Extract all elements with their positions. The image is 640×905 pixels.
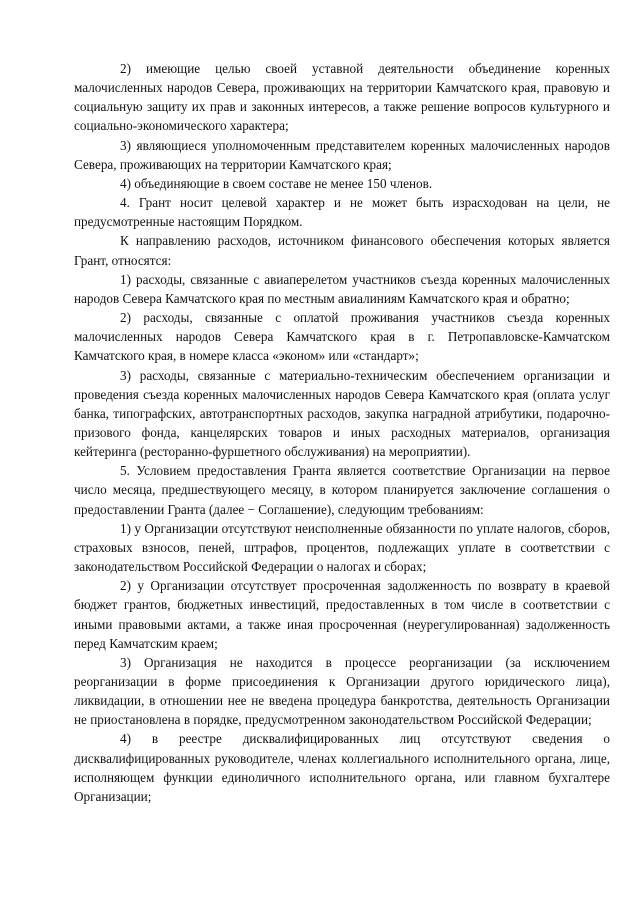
paragraph-expense-2-accommodation: 2) расходы, связанные с оплатой проживания участников съезда коренных малочисленных народов Севера Камчатского края в г. Петропавловске-Камчатском Камчатского края, в номере класса «эконом» или «стандарт»; <box>74 310 610 364</box>
paragraph-item-2-purpose: 2) имеющие целью своей уставной деятельности объединение коренных малочисленных народов Севера, проживающих на территории Камчатского края, правовую и социальную защиту их прав и законных интересов, а также решение вопросов культурного и социально-экономического характера; <box>74 61 610 134</box>
paragraph-expense-1-flights: 1) расходы, связанные с авиаперелетом участников съезда коренных малочисленных народов Севера Камчатского края по местным авиалиниям Камчатского края и обратно; <box>74 271 610 306</box>
paragraph-requirement-3-reorganization: 3) Организация не находится в процессе реорганизации (за исключением реорганизации в форме присоединения к Организации другого юридического лица), ликвидации, в отношении нее не введена процедура банкротства, деятельность Организации не приостановлена в порядке, предусмотренном законодательством Российской Федерации; <box>74 654 610 728</box>
paragraph-item-3-representative: 3) являющиеся уполномоченным представителем коренных малочисленных народов Севера, проживающих на территории Камчатского края; <box>74 137 610 172</box>
paragraph-section-5: 5. Условием предоставления Гранта является соответствие Организации на первое число месяца, предшествующего месяцу, в котором планируется заключение соглашения о предоставлении Гранта (далее − Соглашение), следующим требованиям: <box>74 463 610 517</box>
paragraph-expense-3-logistics: 3) расходы, связанные с материально-техническим обеспечением организации и проведения съезда коренных малочисленных народов Севера Камчатского края (оплата услуг банка, типографских, автотранспортных расходов, закупка наградной атрибутики, подарочно-призового фонда, канцелярских товаров и иных расходных материалов, организация кейтеринга (ресторанно-фуршетного обслуживания) на мероприятии). <box>74 367 610 460</box>
paragraph-expenses-intro: К направлению расходов, источником финансового обеспечения которых является Грант, относятся: <box>74 233 610 268</box>
paragraph-requirement-2-debt: 2) у Организации отсутствует просроченная задолженность по возврату в краевой бюджет грантов, бюджетных инвестиций, предоставленных в том числе в соответствии с иными правовыми актами, а также иная просроченная (неурегулированная) задолженность перед Камчатским краем; <box>74 578 610 651</box>
paragraph-requirement-1-taxes: 1) у Организации отсутствуют неисполненные обязанности по уплате налогов, сборов, страховых взносов, пеней, штрафов, процентов, подлежащих уплате в соответствии с законодательством Российской Федерации о налогах и сборах; <box>74 520 610 575</box>
paragraph-item-4-members: 4) объединяющие в своем составе не менее 150 членов. <box>120 175 433 191</box>
document-body <box>74 59 610 806</box>
paragraph-requirement-4-disqualified: 4) в реестре дисквалифицированных лиц отсутствуют сведения о дисквалифицированных руководителе, членах коллегиального исполнительного органа, лице, исполняющем функции единоличного исполнительного органа, или главном бухгалтере Организации; <box>74 731 610 804</box>
paragraph-section-4: 4. Грант носит целевой характер и не может быть израсходован на цели, не предусмотренные настоящим Порядком. <box>74 195 610 230</box>
